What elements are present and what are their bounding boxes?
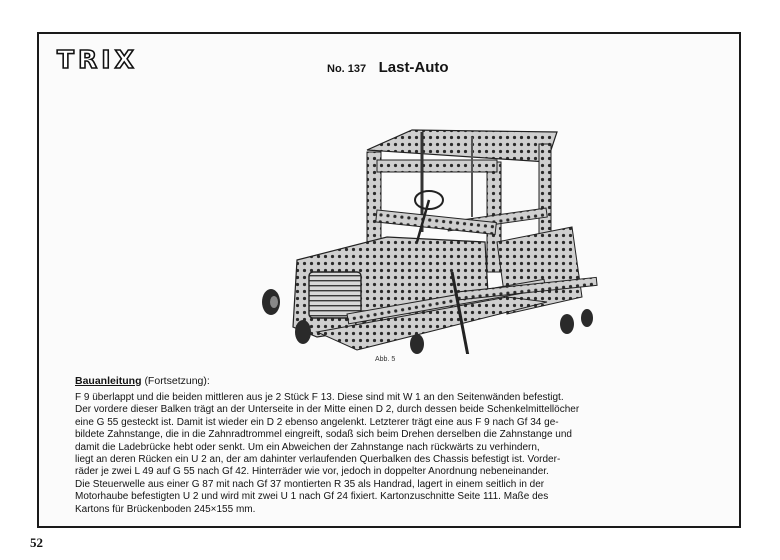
instruction-line: eine G 55 gesteckt ist. Damit ist wieder ein D 2 ebenso angelenkt. Letzterer trägt eine aus F 9 nach Gf 34 ge- xyxy=(75,416,559,428)
instruction-line: räder je zwei L 49 auf G 55 nach Gf 42. Hinterräder wie vor, jedoch in doppelter Anordnung nebeneinander. xyxy=(75,466,549,478)
model-name: Last-Auto xyxy=(378,59,449,76)
trix-logo: TRIX xyxy=(57,45,138,74)
instruction-line: F 9 überlappt und die beiden mittleren aus je 2 Stück F 13. Diese sind mit W 1 an den Seitenwänden befestigt. xyxy=(75,392,564,403)
instruction-line: bildete Zahnstange, die in die Zahnradtrommel eingreift, sodaß sich beim Drehen derselben die Zahnstange und xyxy=(75,429,572,441)
instruction-line: Kartons für Brückenboden 245×155 mm. xyxy=(75,503,256,515)
truck-illustration xyxy=(217,92,607,354)
instruction-line: liegt an deren Rücken ein U 2 an, der am dahinter verlaufenden Querbalken des Chassis befestigt ist. Vorder- xyxy=(75,454,561,466)
model-number: No. 137 xyxy=(327,63,367,75)
heading-note: (Fortsetzung): xyxy=(144,375,210,387)
instruction-line: Die Steuerwelle aus einer G 87 mit nach Gf 37 montierten R 35 als Handrad, lagert in einem seitlich in der xyxy=(75,478,545,490)
instruction-line: Motorhaube befestigten U 2 und wird mit zwei U 1 nach Gf 24 fixiert. Kartonzuschnitte Seite 111. Maße des xyxy=(75,491,549,503)
page-number: 52 xyxy=(30,535,43,550)
instruction-line: Der vordere dieser Balken trägt an der Unterseite in der Mitte einen D 2, durch dessen beide Schenkelmittellöcher xyxy=(75,404,580,416)
instructions-heading xyxy=(75,375,210,387)
page-frame xyxy=(37,32,741,528)
page-title xyxy=(327,59,449,77)
instruction-line: damit die Ladebrücke hebt oder senkt. Um ein Abweichen der Zahnstange nach rückwärts zu verhindern, xyxy=(75,441,540,453)
instructions-body xyxy=(75,392,715,516)
figure-caption: Abb. 5 xyxy=(375,356,396,363)
heading-title: Bauanleitung xyxy=(75,375,142,387)
